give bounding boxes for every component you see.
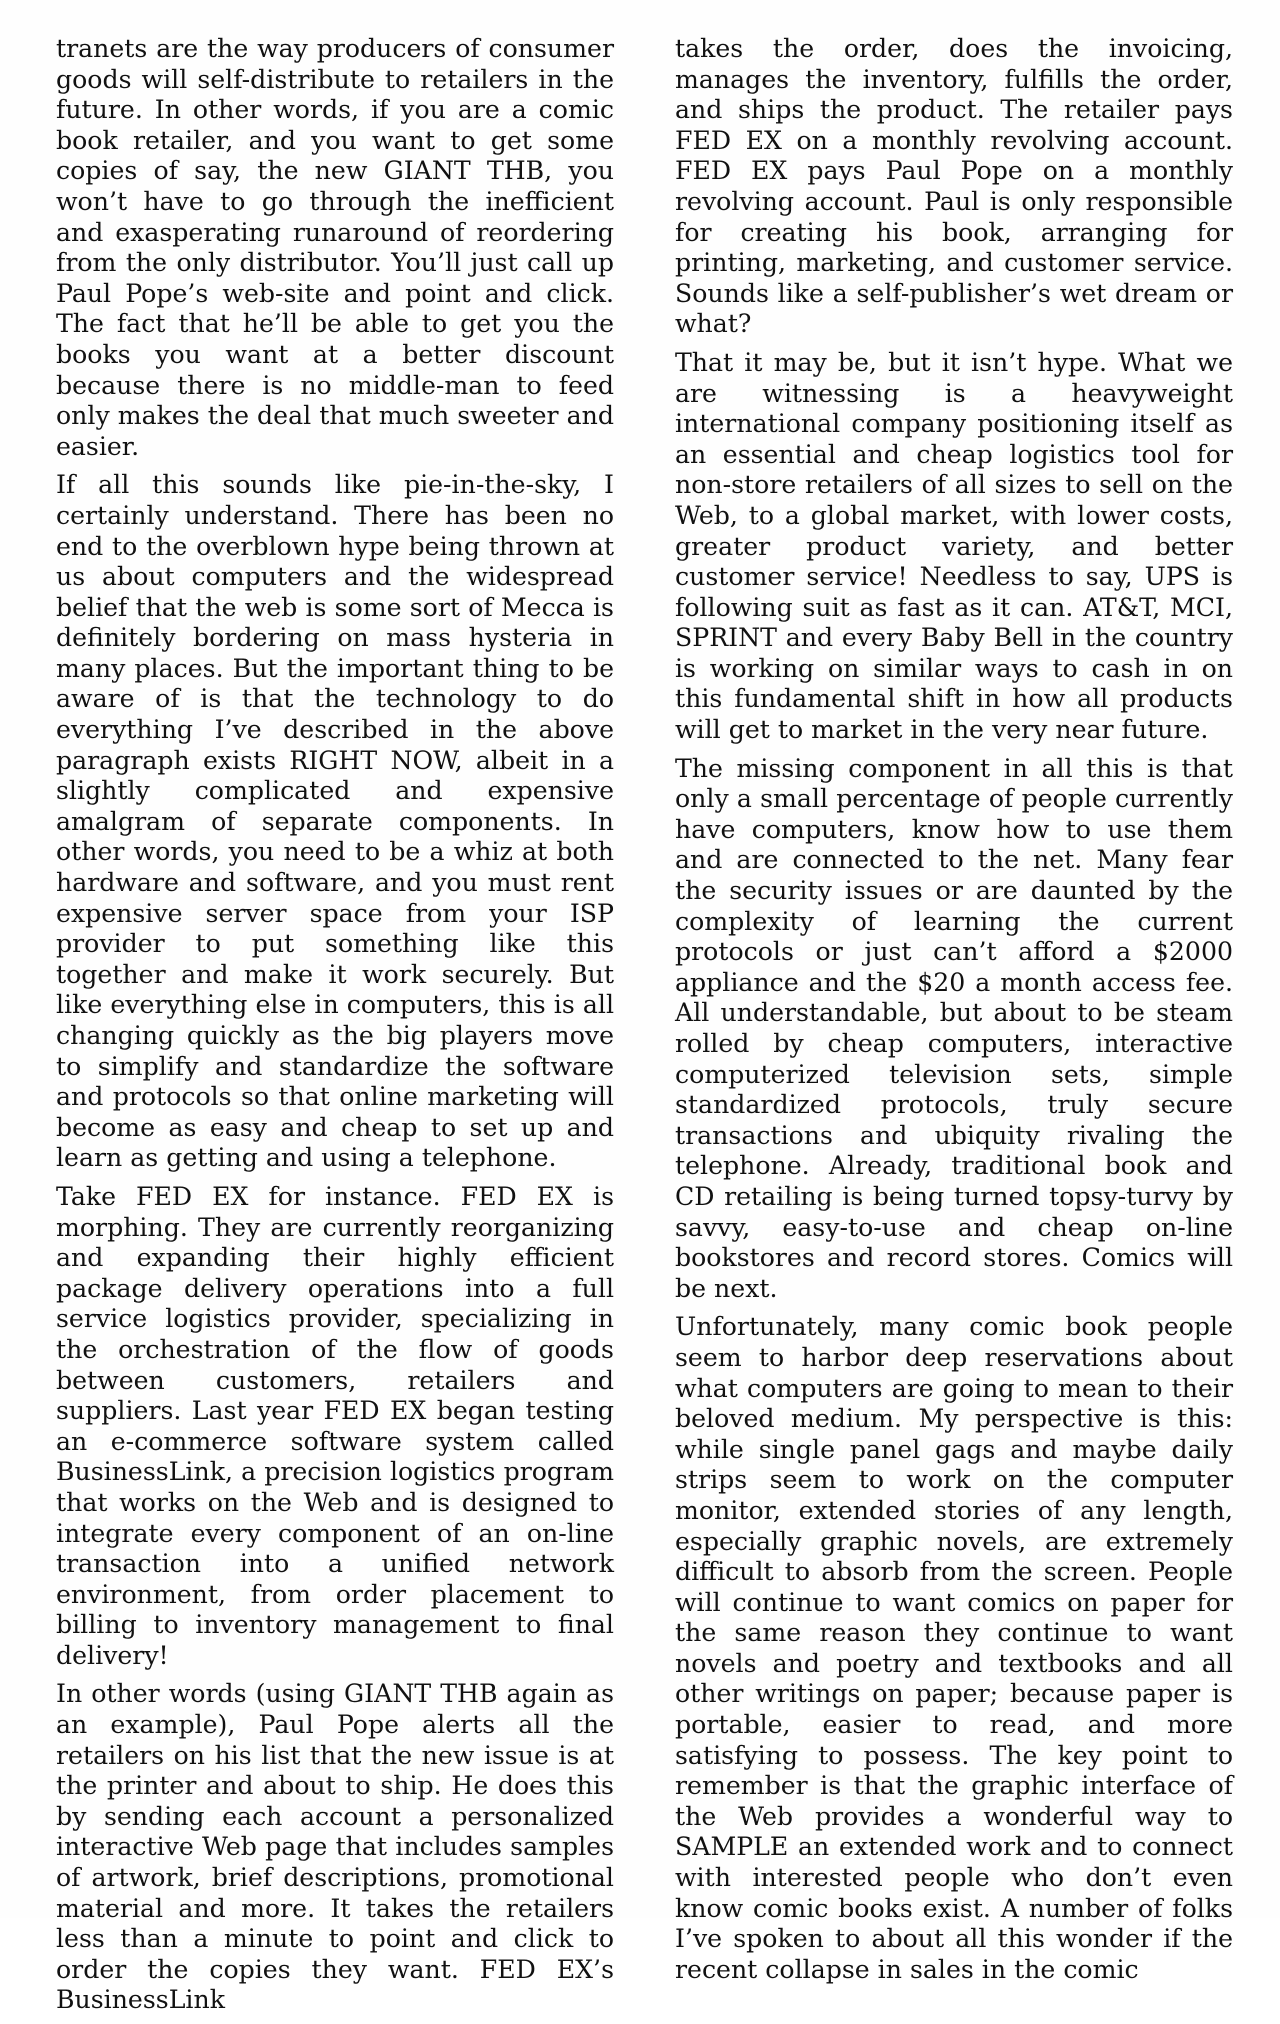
left-paragraph-2: If all this sounds like pie-in-the-sky, I certainly understand. There has been no end to the overblown hype being thrown at us about computers and the widespread belief that the web is some sort of Mecca is definitely bordering on mass hysteria in many places. But the important thing to be aware of is that the technology to do everything I’ve described in the above paragraph exists RIGHT NOW, albeit in a slightly complicated and expensive amalgram of separate components. In other words, you need to be a whiz at both hardware and software, and you must rent expensive server space from your ISP provider to put something like this together and make it work securely. But like everything else in computers, this is all changing quickly as the big players move to simplify and standardize the software and protocols so that online marketing will become as easy and cheap to set up and learn as getting and using a telephone. <box>56 470 614 1173</box>
right-paragraph-4: Unfortunately, many comic book people seem to harbor deep reservations about what computers are going to mean to their beloved medium. My perspective is this: while single panel gags and maybe daily strips seem to work on the computer monitor, extended stories of any length, especially graphic novels, are extremely difficult to absorb from the screen. People will continue to want comics on paper for the same reason they continue to want novels and poetry and textbooks and all other writings on paper; because paper is portable, easier to read, and more satisfying to possess. The key point to remember is that the graphic interface of the Web provides a wonderful way to SAMPLE an extended work and to connect with interested people who don’t even know comic books exist. A number of folks I’ve spoken to about all this wonder if the recent collapse in sales in the comic <box>675 1312 1233 1984</box>
right-paragraph-1: takes the order, does the invoicing, manages the inventory, fulfills the order, and ships the product. The retailer pays FED EX on a monthly revolving account. FED EX pays Paul Pope on a monthly revolving account. Paul is only responsible for creating his book, arranging for printing, marketing, and customer service. Sounds like a self-publisher’s wet dream or what? <box>675 34 1233 339</box>
right-column <box>675 34 1233 1993</box>
right-paragraph-2: That it may be, but it isn’t hype. What we are witnessing is a heavyweight international company positioning itself as an essential and cheap logistics tool for non-store retailers of all sizes to sell on the Web, to a global market, with lower costs, greater product variety, and better customer service! Needless to say, UPS is following suit as fast as it can. AT&T, MCI, SPRINT and every Baby Bell in the country is working on similar ways to cash in on this fundamental shift in how all products will get to market in the very near future. <box>675 347 1233 745</box>
left-paragraph-4: In other words (using GIANT THB again as an example), Paul Pope alerts all the retailers on his list that the new issue is at the printer and about to ship. He does this by sending each account a personalized interactive Web page that includes samples of artwork, brief descriptions, promotional material and more. It takes the retailers less than a minute to point and click to order the copies they want. FED EX’s BusinessLink <box>56 1679 614 2015</box>
right-paragraph-3: The missing component in all this is that only a small percentage of people currently have computers, know how to use them and are connected to the net. Many fear the security issues or are daunted by the complexity of learning the current protocols or just can’t afford a $2000 appliance and the $20 a month access fee. All understandable, but about to be steam rolled by cheap computers, interactive computerized television sets, simple standardized protocols, truly secure transactions and ubiquity rivaling the telephone. Already, traditional book and CD retailing is being turned topsy-turvy by savvy, easy-to-use and cheap on-line bookstores and record stores. Comics will be next. <box>675 753 1233 1303</box>
left-paragraph-3: Take FED EX for instance. FED EX is morphing. They are currently reorganizing and expanding their highly efficient package delivery operations into a full service logistics provider, specializing in the orchestration of the flow of goods between customers, retailers and suppliers. Last year FED EX began testing an e-commerce software system called BusinessLink, a precision logistics program that works on the Web and is designed to integrate every component of an on-line transaction into a unified network environment, from order placement to billing to inventory management to final delivery! <box>56 1181 614 1670</box>
left-column <box>56 34 614 2024</box>
left-paragraph-1: tranets are the way producers of consumer goods will self-distribute to retailers in the future. In other words, if you are a comic book retailer, and you want to get some copies of say, the new GIANT THB, you won’t have to go through the inefficient and exasperating runaround of reordering from the only distributor. You’ll just call up Paul Pope’s web-site and point and click. The fact that he’ll be able to get you the books you want at a better discount because there is no middle-man to feed only makes the deal that much sweeter and easier. <box>56 34 614 461</box>
